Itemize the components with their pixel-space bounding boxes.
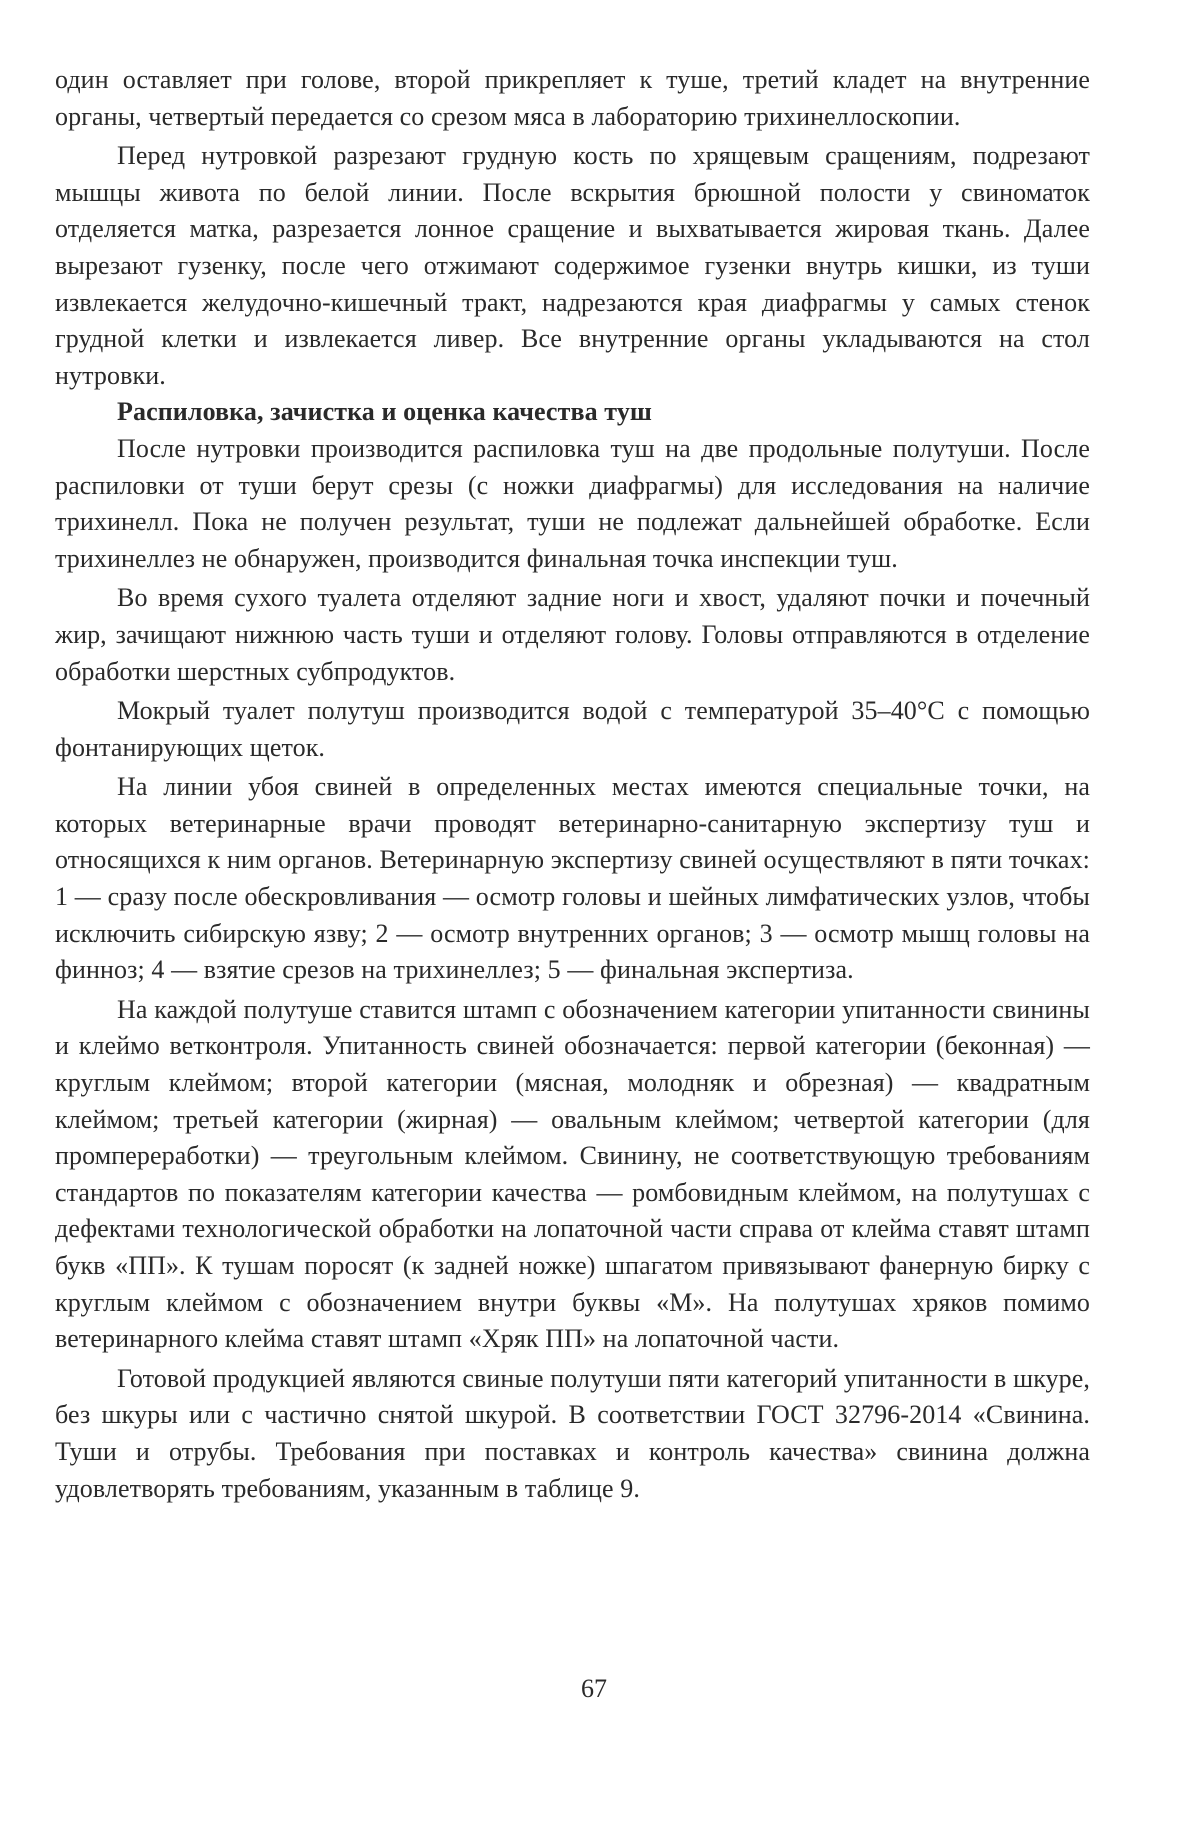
paragraph-8: Готовой продукцией являются свиные полутуши пяти категорий упитанности в шкуре, без шкуры или с частично снятой шкурой. В соответствии ГОСТ 32796-2014 «Свинина. Туши и отрубы. Требования при поставках и контроль качества» свинина должна удовлетворять требованиям, указанным в таблице 9. — [55, 1363, 1090, 1503]
paragraph-3: После нутровки производится распиловка туш на две продольные полутуши. После распиловки от туши берут срезы (с ножки диафрагмы) для исследования на наличие трихинелл. Пока не получен результат, туши не подлежат дальнейшей обработке. Если трихинеллез не обнаружен, производится финальная точка инспекции туш. — [55, 433, 1090, 573]
page-body — [55, 62, 1090, 1507]
paragraph-7: На каждой полутуше ставится штамп с обозначением категории упитанности свинины и клеймо ветконтроля. Упитанность свиней обозначается: первой категории (беконная) — круглым клеймом; второй категории (мясная, молодняк и обрезная) — квадратным клеймом; третьей категории (жирная) — овальным клеймом; четвертой категории (для промпереработки) — треугольным клеймом. Свинину, не соответствующую требованиям стандартов по показателям категории качества — ромбовидным клеймом, на полутушах с дефектами технологической обработки на лопаточной части справа от клейма ставят штамп букв «ПП». К тушам поросят (к задней ножке) шпагатом привязывают фанерную бирку с круглым клеймом с обозначением внутри буквы «М». На полутушах хряков помимо ветеринарного клейма ставят штамп «Хряк ПП» на лопаточной части. — [55, 994, 1090, 1354]
section-heading: Распиловка, зачистка и оценка качества туш — [117, 397, 652, 427]
paragraph-1: один оставляет при голове, второй прикрепляет к туше, третий кладет на внутренние органы, четвертый передается со срезом мяса в лабораторию трихинеллоскопии. — [55, 65, 1090, 131]
page-number: 67 — [581, 1674, 607, 1703]
paragraph-2: Перед нутровкой разрезают грудную кость по хрящевым сращениям, подрезают мышцы живота по белой линии. После вскрытия брюшной полости у свиноматок отделяется матка, разрезается лонное сращение и выхватывается жировая ткань. Далее вырезают гузенку, после чего отжимают содержимое гузенки внутрь кишки, из туши извлекается желудочно-кишечный тракт, надрезаются края диафрагмы у самых стенок грудной клетки и извлекается ливер. Все внутренние органы укладываются на стол нутровки. — [55, 141, 1090, 390]
paragraph-4: Во время сухого туалета отделяют задние ноги и хвост, удаляют почки и почечный жир, зачищают нижнюю часть туши и отделяют голову. Головы отправляются в отделение обработки шерстных субпродуктов. — [55, 583, 1090, 686]
paragraph-5: Мокрый туалет полутуш производится водой с температурой 35–40°С с помощью фонтанирующих щеток. — [55, 696, 1090, 762]
paragraph-6: На линии убоя свиней в определенных местах имеются специальные точки, на которых ветеринарные врачи проводят ветеринарно-санитарную экспертизу туш и относящихся к ним органов. Ветеринарную экспертизу свиней осуществляют в пяти точках: 1 — сразу после обескровливания — осмотр головы и шейных лимфатических узлов, чтобы исключить сибирскую язву; 2 — осмотр внутренних органов; 3 — осмотр мышц головы на финноз; 4 — взятие срезов на трихинеллез; 5 — финальная экспертиза. — [55, 772, 1090, 985]
